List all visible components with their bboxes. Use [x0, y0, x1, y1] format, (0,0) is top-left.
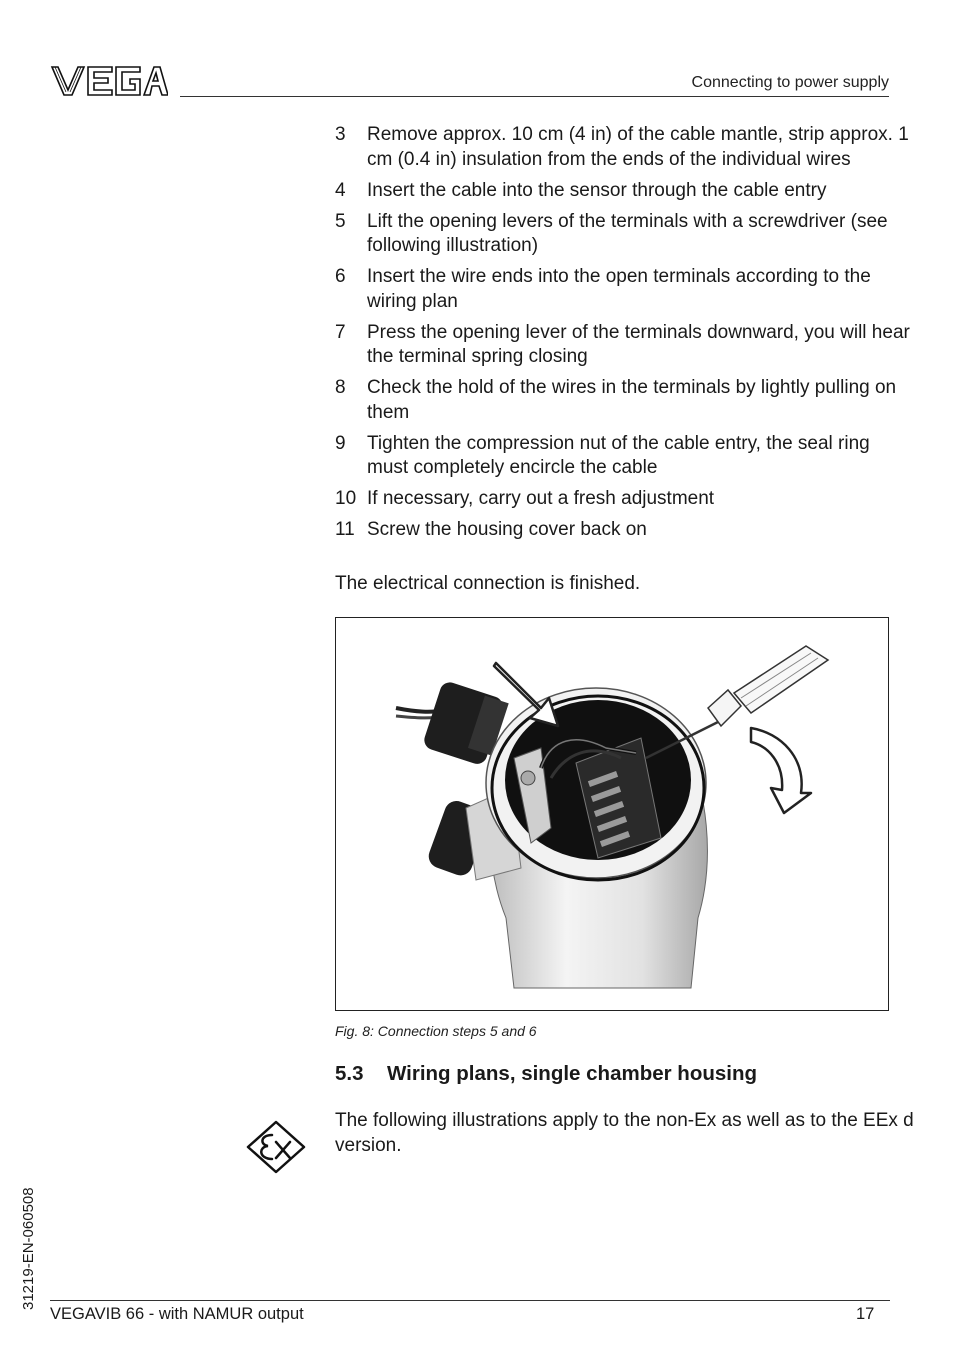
- header-section-title: Connecting to power supply: [691, 74, 889, 91]
- header-divider: [180, 96, 889, 97]
- conclusion-text: The electrical connection is finished.: [335, 573, 641, 594]
- page-number: 17: [856, 1305, 875, 1323]
- section-title: Wiring plans, single chamber housing: [387, 1062, 758, 1085]
- procedure-steps: [335, 123, 910, 549]
- step-item: [335, 487, 910, 512]
- step-number: 7: [335, 321, 346, 343]
- step-number: 6: [335, 266, 346, 287]
- step-text: Insert the wire ends into the open terminals according to the wiring plan: [367, 266, 871, 312]
- section-intro: The following illustrations apply to the non-Ex as well as to the EEx d version.: [335, 1110, 914, 1156]
- step-item: [335, 321, 910, 370]
- step-number: 11: [335, 519, 355, 540]
- footer-divider: [50, 1300, 890, 1301]
- step-text: Check the hold of the wires in the terminals by lightly pulling on them: [367, 377, 897, 423]
- step-item: [335, 123, 910, 172]
- step-item: [335, 432, 910, 481]
- ex-icon: [246, 1120, 306, 1174]
- document-code: 31219-EN-060508: [20, 1187, 37, 1310]
- step-item: [335, 265, 910, 314]
- step-number: 8: [335, 377, 346, 398]
- rotate-arrow-icon: [751, 728, 811, 813]
- step-text: Lift the opening levers of the terminals with a screwdriver (see following illustration): [367, 210, 888, 256]
- step-text: If necessary, carry out a fresh adjustment: [367, 488, 715, 509]
- connection-illustration: [335, 617, 889, 1011]
- step-text: Screw the housing cover back on: [367, 519, 647, 540]
- step-item: [335, 210, 910, 259]
- section-number: 5.3: [335, 1062, 364, 1085]
- step-number: 4: [335, 179, 346, 201]
- step-item: [335, 376, 910, 425]
- step-item: [335, 179, 910, 204]
- step-item: [335, 518, 910, 543]
- housing-illustration: [336, 618, 888, 1010]
- footer-product: VEGAVIB 66 - with NAMUR output: [50, 1305, 304, 1323]
- step-text: Tighten the compression nut of the cable entry, the seal ring must completely encircle the cable: [367, 432, 870, 478]
- step-number: 9: [335, 432, 346, 454]
- step-text: Remove approx. 10 cm (4 in) of the cable mantle, strip approx. 1 cm (0.4 in) insulation from the ends of the individual wires: [367, 124, 909, 170]
- figure-caption: Fig. 8: Connection steps 5 and 6: [335, 1023, 537, 1039]
- step-number: 3: [335, 124, 346, 145]
- vega-logo: [50, 64, 168, 98]
- step-number: 5: [335, 210, 346, 232]
- step-text: Insert the cable into the sensor through the cable entry: [367, 179, 827, 201]
- section-heading: [335, 1062, 757, 1086]
- step-number: 10: [335, 488, 357, 509]
- step-text: Press the opening lever of the terminals downward, you will hear the terminal spring closing: [367, 321, 910, 367]
